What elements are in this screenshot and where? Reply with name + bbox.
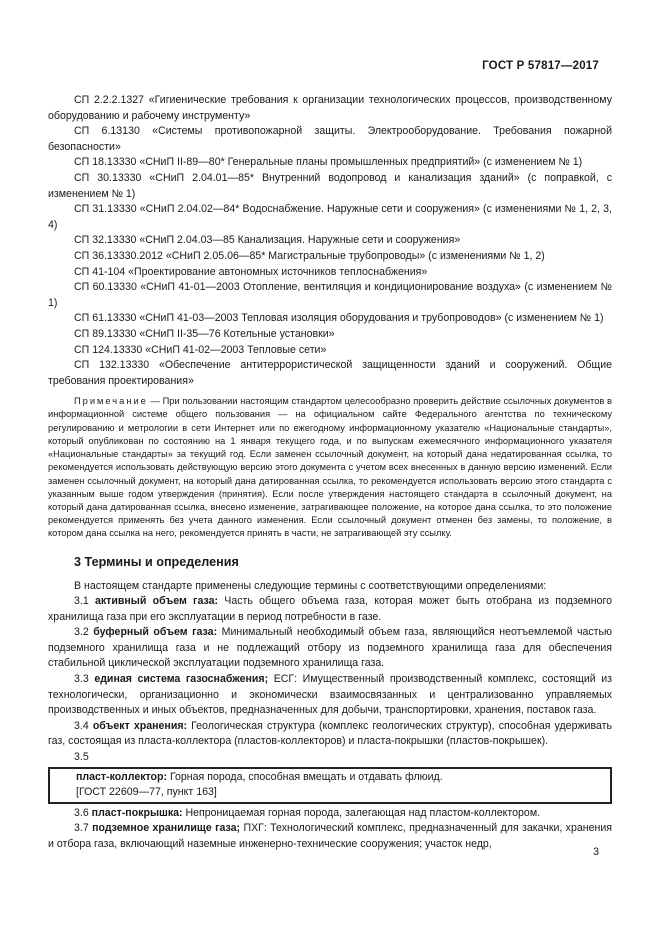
reference-item: СП 61.13330 «СНиП 41-03—2003 Тепловая изоляция оборудования и трубопроводов» (с изменением № 1) <box>74 312 604 325</box>
reference-item: СП 18.13330 «СНиП II-89—80* Генеральные планы промышленных предприятий» (с изменением № 1) <box>74 156 583 169</box>
reference-item: СП 89.13330 «СНиП II-35—76 Котельные установки» <box>74 327 335 340</box>
term-definition <box>48 672 612 719</box>
reference-item: СП 132.13330 «Обеспечение антитеррористической защищенности зданий и сооружений. Общие требования проектирования» <box>48 359 612 387</box>
normative-references-list <box>48 93 612 389</box>
term-text: Геологическая структура (комплекс геологических структур), способная удерживать газ, состоящая из пласта-коллектора (пластов-коллекторов) и пласта-покрышки (пластов-покрышек). <box>48 719 613 748</box>
reference-item: СП 36.13330.2012 «СНиП 2.05.06—85* Магистральные трубопроводы» (с изменениями № 1, 2) <box>74 249 545 262</box>
term-definition <box>48 719 612 750</box>
term-text: ПХГ: Технологический комплекс, предназначенный для закачки, хранения и отбора газа, включающий наземные инженерно-технические сооружения; участок недр, <box>48 822 612 850</box>
term-name: объект хранения: <box>92 719 188 732</box>
reference-item: СП 32.13330 «СНиП 2.04.03—85 Канализация. Наружные сети и сооружения» <box>74 234 461 247</box>
term-number: 3.2 <box>74 626 94 639</box>
term-name: пласт-покрышка: <box>91 806 183 819</box>
quoted-term-box <box>48 767 612 804</box>
note-label: Примечание <box>74 396 148 407</box>
term-number: 3.3 <box>74 673 95 686</box>
term-name: пласт-коллектор: <box>76 770 168 783</box>
term-definition <box>48 594 612 625</box>
standard-code: ГОСТ Р 57817—2017 <box>482 60 599 72</box>
reference-item: СП 6.13130 «Системы противопожарной защиты. Электрооборудование. Требования пожарной безопасности» <box>48 125 612 153</box>
reference-item: СП 2.2.2.1327 «Гигиенические требования к организации технологических процессов, производственному оборудованию и рабочему инструменту» <box>48 94 612 122</box>
reference-item: СП 124.13330 «СНиП 41-02—2003 Тепловые сети» <box>74 343 327 356</box>
term-name: единая система газоснабжения; <box>94 673 269 686</box>
note-text: — При пользовании настоящим стандартом целесообразно проверить действие ссылочных документов в информационной системе общего пользования — на официальном сайте Федерального агентства по техническому регулированию и метрологии в сети Интернет или по ежегодному информационному указателю «Национальные стандарты», который опубликован по состоянию на 1 января текущего года, и по выпускам ежемесячного информационного указателя «Национальные стандарты» за текущий год. Если заменен ссылочный документ, на который дана недатированная ссылка, то рекомендуется использовать действующую версию этого документа с учетом всех внесенных в данную версию изменений. Если заменен ссылочный документ, на который дана датированная ссылка, то рекомендуется использовать версию этого стандарта с указанным выше годом утверждения (принятия). Если после утверждения настоящего стандарта в ссылочный документ, на который дана датированная ссылка, внесено изменение, затрагивающее положение, на которое дана ссылка, то это положение рекомендуется применять без учета данного изменения. Если ссылочный документ отменен без замены, то положение, в котором дана ссылка на него, рекомендуется принять в части, не затрагивающей эту ссылку. <box>48 396 612 539</box>
term-source: [ГОСТ 22609—77, пункт 163] <box>76 785 217 798</box>
term-text: Минимальный необходимый объем газа, являющийся неотъемлемой частью подземного хранилища газа и не подлежащий отбору из подземного хранилища газа для обеспечения стабильной циклической эксплуатации подземного хранилища газа. <box>48 626 613 670</box>
term-definition <box>48 625 612 672</box>
section-title: 3 Термины и определения <box>74 554 239 569</box>
term-number-line: 3.5 <box>74 751 89 764</box>
term-number: 3.4 <box>74 719 93 732</box>
page-number: 3 <box>593 846 599 858</box>
term-definition <box>48 821 612 852</box>
term-text: Часть общего объема газа, которая может быть отобрана из подземного хранилища газа при его эксплуатации в период потребности в газе. <box>48 595 613 623</box>
page-content <box>48 93 612 852</box>
term-text: ЕСГ: Имущественный производственный комплекс, состоящий из технологически, организационно и экономически взаимосвязанных и централизованно управляемых производственных и иных объектов, предназначенных для добычи, транспортировки, хранения, поставок газа. <box>48 673 612 717</box>
reference-item: СП 31.13330 «СНиП 2.04.02—84* Водоснабжение. Наружные сети и сооружения» (с изменениями № 1, 2, 3, 4) <box>48 203 612 231</box>
term-number: 3.6 <box>74 806 92 819</box>
reference-item: СП 41-104 «Проектирование автономных источников теплоснабжения» <box>74 265 428 278</box>
term-definition <box>48 806 612 822</box>
term-name: подземное хранилище газа; <box>92 822 241 835</box>
term-text: Горная порода, способная вмещать и отдавать флюид. <box>167 770 443 783</box>
term-name: активный объем газа: <box>94 595 219 608</box>
term-number: 3.7 <box>74 822 93 835</box>
reference-item: СП 60.13330 «СНиП 41-01—2003 Отопление, вентиляция и кондиционирование воздуха» (с изменением № 1) <box>48 281 612 309</box>
note-paragraph <box>48 395 612 540</box>
term-text: Непроницаемая горная порода, залегающая над пластом-коллектором. <box>182 806 541 819</box>
term-name: буферный объем газа: <box>93 626 218 639</box>
section-intro: В настоящем стандарте применены следующие термины с соответствующими определениями: <box>74 579 547 592</box>
quoted-term <box>76 770 610 785</box>
reference-item: СП 30.13330 «СНиП 2.04.01—85* Внутренний водопровод и канализация зданий» (с поправкой, с изменением № 1) <box>48 171 612 200</box>
term-number: 3.1 <box>74 595 95 608</box>
